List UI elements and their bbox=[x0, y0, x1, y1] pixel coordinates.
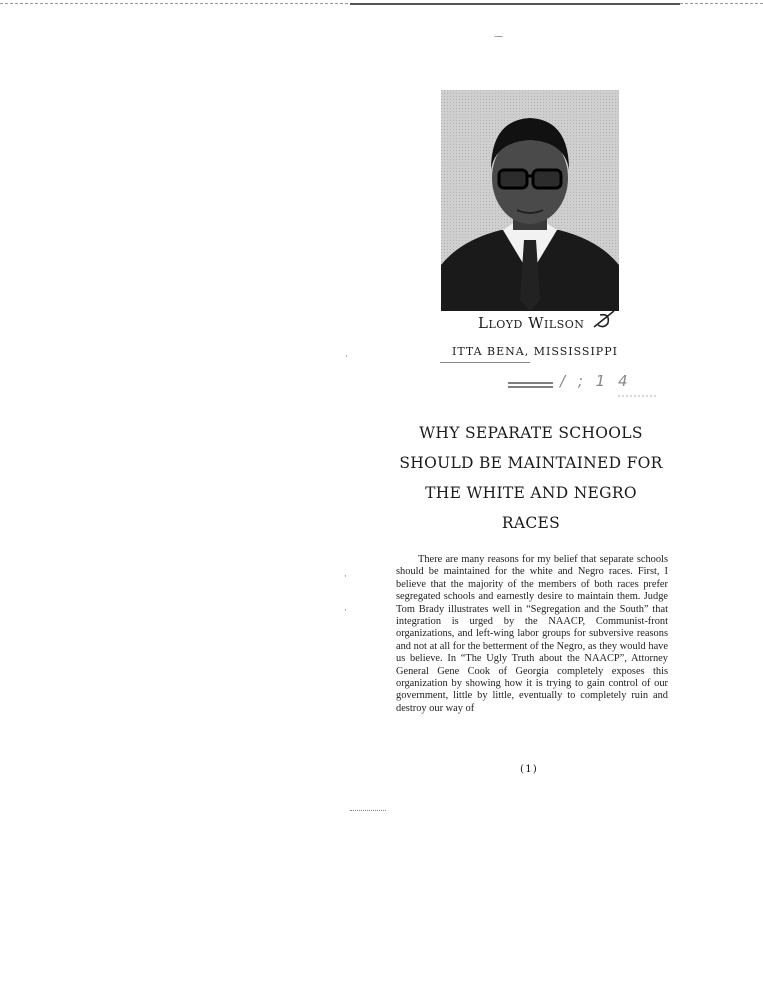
author-name: Lloyd Wilson bbox=[478, 314, 585, 332]
essay-paragraph: There are many reasons for my belief that separate schools should be maintained for the white and Negro races. First, I believe that the majority of the members of both races prefer segregated schools and earnestly desire to maintain them. Judge Tom Brady illustrates well in “Segregation and the South” that integration is urged by the NAACP, Communist-front organizations, and left-wing labor groups for subversive reasons and not at all for the betterment of the Negro, as they would have us believe. In “The Ugly Truth about the NAACP”, Attorney General Gene Cook of Georgia completely exposes this organization by showing how it is trying to gain control of our government, little by little, eventually to completely ruin and destroy our way of bbox=[396, 554, 668, 714]
author-location: ITTA BENA, MISSISSIPPI bbox=[452, 345, 618, 358]
scan-speck-icon: — bbox=[494, 32, 503, 42]
author-portrait bbox=[441, 90, 619, 311]
essay-title bbox=[390, 418, 672, 538]
page-number: (1) bbox=[520, 763, 538, 775]
portrait-photo-icon bbox=[441, 90, 619, 311]
title-line-4: RACES bbox=[501, 514, 561, 532]
title-line-1: WHY SEPARATE SCHOOLS bbox=[419, 424, 643, 442]
top-scan-edge bbox=[350, 3, 680, 5]
scan-speck-icon: · bbox=[345, 352, 348, 362]
handwritten-page-note bbox=[508, 374, 658, 402]
title-line-3: THE WHITE AND NEGRO bbox=[425, 484, 637, 502]
bottom-scan-marks bbox=[350, 810, 386, 811]
scan-speck-icon: · bbox=[344, 606, 347, 616]
scan-speck-icon: · bbox=[344, 572, 347, 582]
handwritten-note-text: / ; 1 4 bbox=[560, 372, 632, 390]
handwritten-check-mark-icon bbox=[592, 309, 618, 335]
title-line-2: SHOULD BE MAINTAINED FOR bbox=[399, 454, 663, 472]
location-underline bbox=[440, 362, 530, 363]
essay-body bbox=[396, 554, 668, 715]
